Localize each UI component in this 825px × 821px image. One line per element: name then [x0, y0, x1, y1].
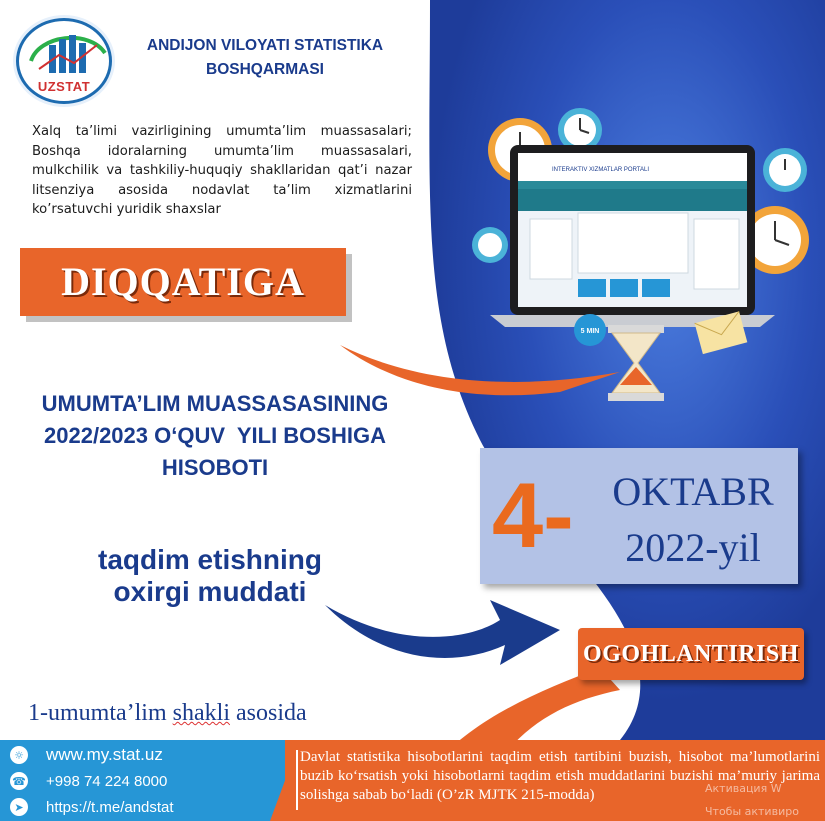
phone-icon: ☎ — [10, 772, 28, 790]
contacts-panel — [0, 740, 300, 821]
telegram-link[interactable]: https://t.me/andstat — [46, 798, 174, 816]
timer-badge — [574, 314, 606, 346]
globe-icon: ☼ — [10, 746, 28, 764]
blue-arrow-shape — [325, 600, 560, 665]
penalty-text: Davlat statistika hisobotlarini taqdim etish tartibini buzish, hisobot ma’lumotlarini buzib ko‘rsatish yoki hisobotlarni taqdim etish muddatlarini buzishi ma’muriy jarima solishga sabab bo‘ladi (O’zR MJTK 215-modda) — [300, 749, 820, 803]
portal-title: INTERAKTIV XIZMATLAR PORTALI — [552, 167, 650, 173]
deadline-label: taqdim etishning oxirgi muddati — [98, 544, 322, 607]
clock-icon — [472, 227, 508, 263]
windows-watermark-sub: Чтобы активиро — [705, 805, 799, 818]
windows-watermark: Активация W — [705, 782, 782, 795]
penalty-divider — [296, 750, 298, 810]
telegram-row[interactable] — [10, 796, 174, 818]
hourglass-icon — [608, 325, 664, 401]
phone-row[interactable] — [10, 770, 167, 792]
phone-number[interactable]: +998 74 224 8000 — [46, 772, 168, 790]
organization-title: ANDIJON VILOYATI STATISTIKA BOSHQARMASI — [146, 37, 384, 78]
telegram-icon: ➤ — [10, 798, 28, 816]
logo-text: UZSTAT — [37, 79, 91, 94]
clock-icon — [763, 148, 807, 192]
warning-label: OGOHLANTIRISH — [583, 641, 799, 667]
svg-text:5 MIN: 5 MIN — [580, 328, 600, 335]
website-link[interactable]: www.my.stat.uz — [46, 745, 163, 764]
deadline-year: 2022-yil — [625, 525, 761, 570]
report-title: UMUMTA’LIM MUASSASASINING 2022/2023 O‘QUV YILI BOSHIGA HISOBOTI — [41, 391, 389, 480]
website-row[interactable] — [10, 744, 163, 766]
warning-banner — [578, 628, 804, 680]
attention-label: DIQQATIGA — [61, 259, 305, 304]
deadline-date-box — [480, 448, 798, 584]
uzstat-logo — [16, 18, 112, 104]
attention-banner — [20, 248, 346, 316]
audience-text: Xalq ta’limi vazirligining umumta’lim muassasalari; Boshqa idoralarning umumta’lim muassasalari, mulkchilik va tashkiliy-huquqiy shakllaridan qat’i nazar litsenziya asosida nodavlat ta’lim xizmatlarini ko’rsatuvchi yuridik shaxslar — [32, 124, 412, 217]
form-basis-text: 1-umumta’lim shakli asosida — [28, 700, 307, 726]
deadline-month: OKTABR — [612, 469, 774, 514]
laptop-illustration — [470, 95, 825, 405]
deadline-day: 4- — [492, 465, 574, 567]
